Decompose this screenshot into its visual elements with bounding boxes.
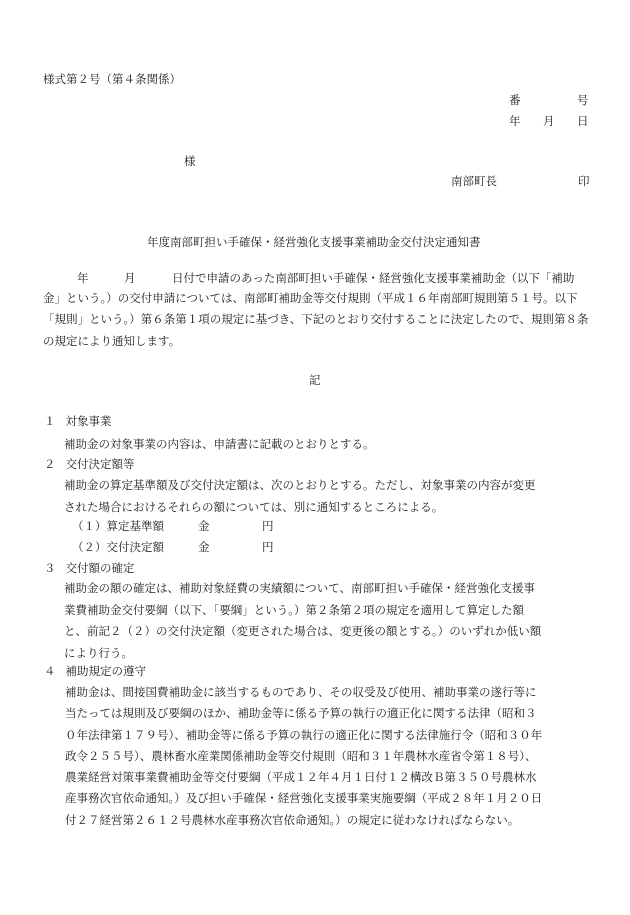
date-year: 年 — [509, 114, 521, 128]
item-currency: 金 — [198, 519, 210, 533]
section-1-body: 補助金の対象事業の内容は、申請書に記載のとおりとする。 — [64, 437, 375, 451]
number-label: 番 — [509, 93, 521, 107]
addressee-honorific: 様 — [184, 154, 196, 168]
item-unit: 円 — [262, 519, 274, 533]
section-number: ２ — [44, 457, 56, 471]
seal-mark: 印 — [578, 174, 590, 188]
issuer-name: 南部町長 — [451, 174, 497, 188]
intro-month-mark: 月 — [124, 271, 136, 285]
item-currency: 金 — [198, 540, 210, 554]
section-3-body: 補助金の額の確定は、補助対象経費の実績額について、南部町担い手確保・経営強化支援事業費補助金交付要綱（以下、「要綱」という。）第２条第２項の規定を適用して算定した額と、前記２（２）の交付決定額（変更された場合は、変更後の額とする。）のいずれか低い額により行う。 — [64, 581, 542, 660]
item-label: （２）交付決定額 — [72, 540, 164, 554]
section-title: 補助規定の遵守 — [65, 664, 146, 678]
section-title: 交付決定額等 — [65, 457, 135, 471]
item-unit: 円 — [262, 540, 274, 554]
section-number: ３ — [44, 561, 56, 575]
date-month: 月 — [543, 114, 555, 128]
section-1-heading — [44, 413, 112, 429]
section-4-body: 補助金は、間接国費補助金に該当するものであり、その収受及び使用、補助事業の遂行等に当たっては規則及び要綱のほか、補助金等に係る予算の執行の適正化に関する法律（昭和３０年法律第１７９号）、補助金等に係る予算の執行の適正化に関する法律施行令（昭和３０年政令２５５号）、農林畜水産業関係補助金等交付規則（昭和３１年農林水産省令第１８号）、農業経営対策事業費補助金等交付要綱（平成１２年４月１日付１２構改Ｂ第３５０号農林水産事務次官依命通知。）及び担い手確保・経営強化支援事業実施要綱（平成２８年１月２０日付２７経営第２６１２号農林水産事務次官依命通知。）の規定に従わなければならない。 — [65, 685, 543, 827]
item-label: （１）算定基準額 — [72, 519, 164, 533]
section-3-heading — [44, 560, 135, 576]
intro-body: 金」という。）の交付申請については、南部町補助金等交付規則（平成１６年南部町規則第５１号。以下「規則」という。）第６条第１項の規定に基づき、下記のとおり交付することに決定したので、規則第８条の規定により通知します。 — [43, 291, 589, 348]
section-2-body: 補助金の算定基準額及び交付決定額は、次のとおりとする。ただし、対象事業の内容が変更された場合におけるそれらの額については、別に通知するところによる。 — [64, 478, 536, 514]
document-title: 年度南部町担い手確保・経営強化支援事業補助金交付決定通知書 — [147, 235, 481, 249]
intro-year-mark: 年 — [77, 271, 89, 285]
date-day: 日 — [577, 114, 589, 128]
section-number: １ — [44, 414, 56, 428]
intro-lead: 日付で申請のあった南部町担い手確保・経営強化支援事業補助金（以下「補助 — [172, 271, 575, 285]
section-title: 対象事業 — [65, 414, 112, 428]
section-number: ４ — [44, 664, 56, 678]
section-4-heading — [44, 663, 146, 679]
section-2-heading — [44, 456, 135, 472]
section-title: 交付額の確定 — [65, 561, 135, 575]
ki-heading: 記 — [309, 373, 321, 387]
form-label: 様式第２号（第４条関係） — [43, 72, 181, 86]
number-suffix: 号 — [577, 93, 589, 107]
